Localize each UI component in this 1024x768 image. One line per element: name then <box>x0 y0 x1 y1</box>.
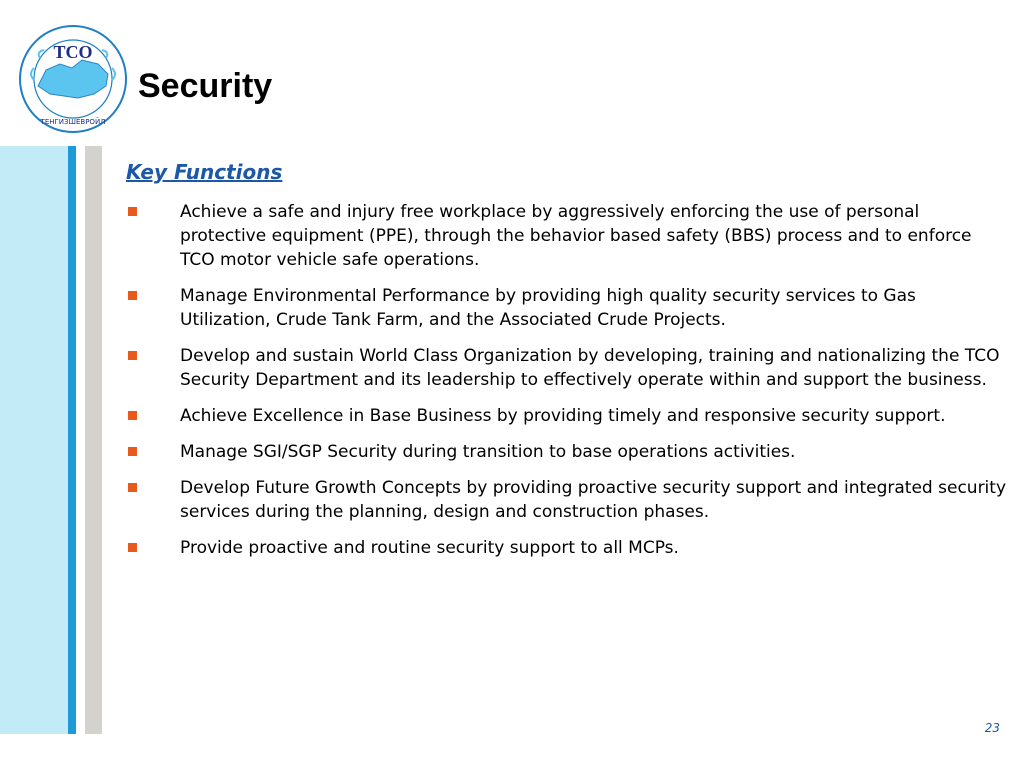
bullet-text: Achieve Excellence in Base Business by providing timely and responsive security support. <box>180 406 946 426</box>
bullet-item <box>126 404 1006 428</box>
bullet-item <box>126 344 1006 392</box>
bullet-item <box>126 476 1006 524</box>
bullet-text: Achieve a safe and injury free workplace by aggressively enforcing the use of personal protective equipment (PPE), through the behavior based safety (BBS) process and to enforce TCO motor vehicle safe operations. <box>180 202 972 270</box>
square-bullet-icon <box>128 351 137 360</box>
bullet-item <box>126 284 1006 332</box>
side-band-gray <box>85 146 102 734</box>
side-band-light <box>0 146 68 734</box>
logo-bottom-text: ТЕНГИЗШЕВРОЙЛ <box>40 118 106 126</box>
bullet-text: Manage Environmental Performance by providing high quality security services to Gas Utilization, Crude Tank Farm, and the Associated Crude Projects. <box>180 286 916 330</box>
bullet-text: Provide proactive and routine security support to all MCPs. <box>180 538 679 558</box>
square-bullet-icon <box>128 483 137 492</box>
logo-top-text: TCO <box>53 42 93 62</box>
bullet-item <box>126 200 1006 272</box>
square-bullet-icon <box>128 543 137 552</box>
bullet-item <box>126 536 1006 560</box>
bullet-list <box>126 200 1006 572</box>
bullet-text: Develop and sustain World Class Organization by developing, training and nationalizing the TCO Security Department and its leadership to effectively operate within and support the business. <box>180 346 1000 390</box>
square-bullet-icon <box>128 291 137 300</box>
tco-logo <box>18 24 128 134</box>
bullet-text: Develop Future Growth Concepts by providing proactive security support and integrated security services during the planning, design and construction phases. <box>180 478 1007 522</box>
key-functions-heading: Key Functions <box>126 160 283 184</box>
bullet-item <box>126 440 1006 464</box>
bullet-text: Manage SGI/SGP Security during transition to base operations activities. <box>180 442 796 462</box>
square-bullet-icon <box>128 207 137 216</box>
page-title: Security <box>138 67 273 105</box>
square-bullet-icon <box>128 447 137 456</box>
square-bullet-icon <box>128 411 137 420</box>
side-band-gap <box>76 146 85 734</box>
side-band-blue <box>68 146 76 734</box>
page-number: 23 <box>984 721 1000 735</box>
